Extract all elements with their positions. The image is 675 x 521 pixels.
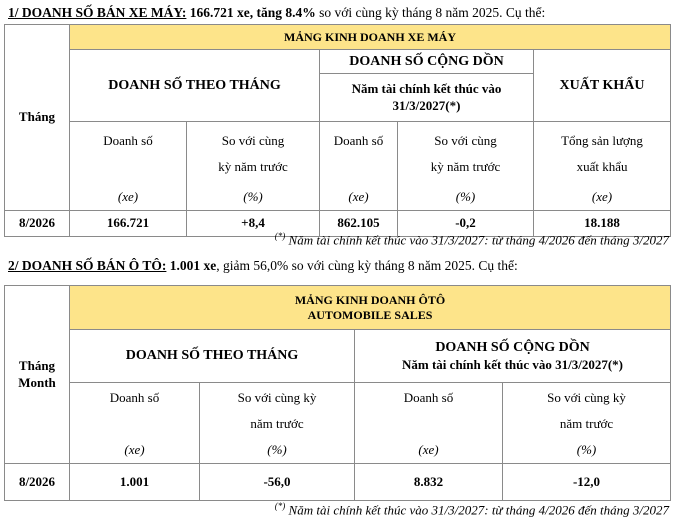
section2-heading-value: 1.001 xe [169, 258, 217, 273]
yoy-header-line2: năm trước [250, 416, 304, 431]
cum-sales-header [320, 122, 398, 211]
motorbike-sales-table [4, 24, 671, 237]
section2-footnote-mark: (*) [274, 501, 286, 511]
cum-yoy-unit: (%) [455, 189, 476, 204]
section1-heading-rest: so với cùng kỳ tháng 8 năm 2025. Cụ thể: [315, 5, 546, 20]
motorbike-banner: MẢNG KINH DOANH XE MÁY [70, 25, 671, 50]
automobile-banner-line2: AUTOMOBILE SALES [307, 307, 433, 322]
export-header [534, 122, 671, 211]
row-month: 8/2026 [5, 464, 70, 501]
row-cum-sales: 8.832 [355, 464, 503, 501]
export-header-line2: xuất khẩu [576, 159, 628, 174]
cumulative-sub-line2: 31/3/2027(*) [392, 97, 461, 113]
monthly-sales-group: DOANH SỐ THEO THÁNG [70, 330, 355, 383]
cum-sales-header [355, 383, 503, 464]
row-yoy: -56,0 [200, 464, 355, 501]
cum-yoy-header-line2: kỳ năm trước [430, 159, 501, 174]
section2-heading-lead: 2/ DOANH SỐ BÁN Ô TÔ: [8, 258, 167, 273]
cumulative-sales-group [355, 330, 671, 383]
cumulative-group-label: DOANH SỐ CỘNG DỒN [435, 340, 590, 356]
row-cum-yoy: -12,0 [503, 464, 671, 501]
sales-unit: (xe) [124, 442, 145, 457]
yoy-header [187, 122, 320, 211]
month-header [5, 286, 70, 464]
yoy-header-line1: So với cùng [221, 133, 285, 148]
month-header-line2: Month [18, 374, 56, 390]
yoy-header-line2: kỳ năm trước [218, 159, 288, 174]
automobile-sales-table [4, 285, 671, 501]
cum-sales-unit: (xe) [348, 189, 369, 204]
section2-footnote [275, 501, 669, 518]
cum-yoy-header [398, 122, 534, 211]
row-sales: 166.721 [70, 211, 187, 237]
export-unit: (xe) [591, 189, 613, 204]
row-yoy: +8,4 [187, 211, 320, 237]
table-row [5, 464, 671, 501]
sales-header [70, 383, 200, 464]
cum-yoy-unit: (%) [576, 442, 597, 457]
export-group: XUẤT KHẨU [534, 50, 671, 122]
row-export: 18.188 [534, 211, 671, 237]
section2-heading [8, 258, 518, 274]
section1-heading-growth: , tăng 8.4% [249, 5, 316, 20]
sales-unit: (xe) [117, 189, 139, 204]
section1-heading-value: 166.721 xe [189, 5, 250, 20]
monthly-sales-group: DOANH SỐ THEO THÁNG [70, 50, 320, 122]
cumulative-sub-line1: Năm tài chính kết thúc vào [351, 81, 502, 97]
month-header: Tháng [5, 25, 70, 211]
cumulative-sales-group: DOANH SỐ CỘNG DỒN [320, 50, 534, 74]
cum-sales-header-label: Doanh số [333, 133, 384, 148]
export-header-line1: Tổng sản lượng [561, 133, 643, 148]
row-month: 8/2026 [5, 211, 70, 237]
cum-sales-unit: (xe) [418, 442, 439, 457]
section1-heading [8, 5, 545, 21]
row-sales: 1.001 [70, 464, 200, 501]
section1-heading-lead: 1/ DOANH SỐ BÁN XE MÁY: [8, 5, 187, 20]
row-cum-yoy: -0,2 [398, 211, 534, 237]
section1-footnote-text: Năm tài chính kết thúc vào 31/3/2027: từ tháng 4/2026 đến tháng 3/2027 [285, 232, 669, 248]
yoy-unit: (%) [243, 189, 263, 204]
yoy-unit: (%) [267, 442, 287, 457]
cum-yoy-header-line2: năm trước [559, 416, 614, 431]
sales-header-label: Doanh số [109, 390, 160, 405]
cum-yoy-header [503, 383, 671, 464]
section2-heading-rest: , giảm 56,0% so với cùng kỳ tháng 8 năm 2025. Cụ thể: [216, 258, 518, 273]
cum-sales-header-label: Doanh số [403, 390, 454, 405]
month-header-line1: Tháng [18, 358, 56, 374]
cumulative-subheader: Năm tài chính kết thúc vào 31/3/2027(*) [402, 356, 624, 372]
automobile-banner [70, 286, 671, 330]
section1-footnote [275, 231, 669, 248]
section1-footnote-mark: (*) [274, 231, 286, 241]
cum-yoy-header-line1: So với cùng kỳ [547, 390, 626, 405]
yoy-header-line1: So với cùng kỳ [237, 390, 317, 405]
sales-header-label: Doanh số [103, 133, 153, 148]
automobile-banner-line1: MẢNG KINH DOANH ÔTÔ [294, 292, 446, 307]
sales-header [70, 122, 187, 211]
row-cum-sales: 862.105 [320, 211, 398, 237]
yoy-header [200, 383, 355, 464]
section2-footnote-text: Năm tài chính kết thúc vào 31/3/2027: từ tháng 4/2026 đến tháng 3/2027 [285, 502, 669, 518]
cum-yoy-header-line1: So với cùng [434, 133, 497, 148]
cumulative-subheader [320, 74, 534, 122]
